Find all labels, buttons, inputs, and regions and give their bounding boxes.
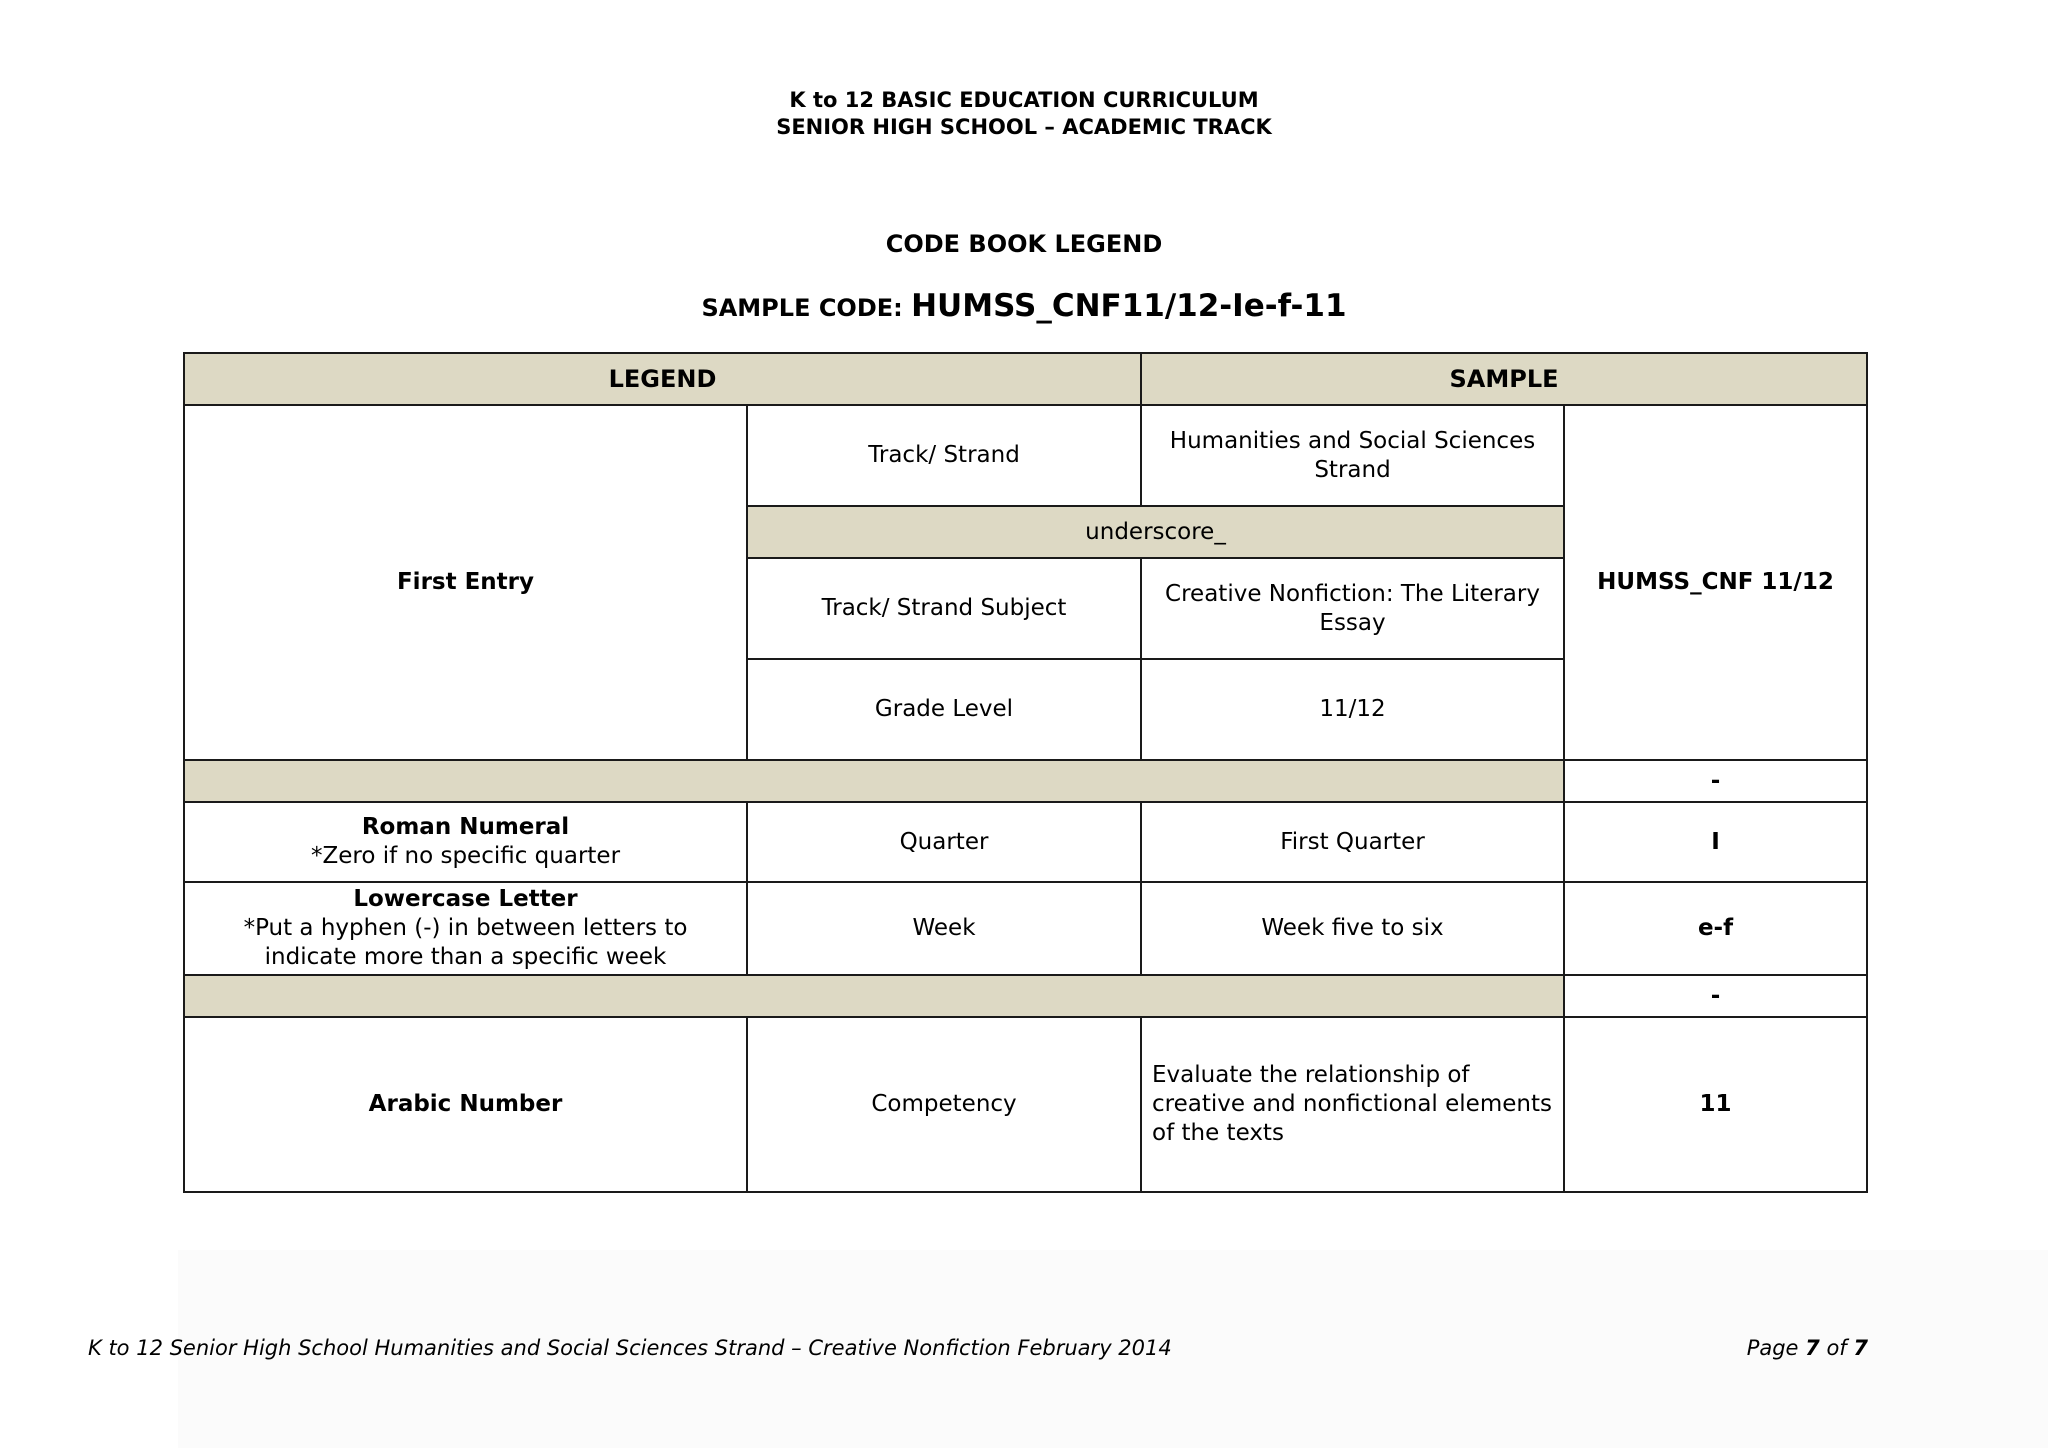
page-of: of <box>1819 1336 1854 1360</box>
arabic-number-label: Arabic Number <box>184 1017 747 1192</box>
separator-fill <box>184 975 1564 1017</box>
roman-numeral-note: *Zero if no specific quarter <box>310 843 621 869</box>
page-total: 7 <box>1853 1336 1868 1360</box>
grade-level-value: 11/12 <box>1141 659 1564 760</box>
footer-page-number <box>1747 1336 1868 1360</box>
track-title: SENIOR HIGH SCHOOL – ACADEMIC TRACK <box>776 115 1272 139</box>
competency-label: Competency <box>747 1017 1141 1192</box>
first-entry-label: First Entry <box>184 405 747 760</box>
roman-numeral-title: Roman Numeral <box>361 814 570 840</box>
sample-code-value: HUMSS_CNF11/12-Ie-f-11 <box>911 288 1347 324</box>
dash-code: - <box>1564 760 1867 802</box>
competency-code: 11 <box>1564 1017 1867 1192</box>
footer-document-title: K to 12 Senior High School Humanities and Social Sciences Strand – Creative Nonfiction February 2014 <box>88 1336 1172 1360</box>
roman-numeral-cell <box>184 802 747 882</box>
first-entry-code: HUMSS_CNF 11/12 <box>1564 405 1867 760</box>
dash-code: - <box>1564 975 1867 1017</box>
sample-code-line <box>0 288 2048 324</box>
separator-row <box>184 975 1867 1017</box>
table-row <box>184 802 1867 882</box>
competency-value: Evaluate the relationship of creative and nonfictional elements of the texts <box>1141 1017 1564 1192</box>
track-strand-value: Humanities and Social Sciences Strand <box>1141 405 1564 506</box>
subject-value: Creative Nonfiction: The Literary Essay <box>1141 558 1564 659</box>
separator-fill <box>184 760 1564 802</box>
sample-code-label: SAMPLE CODE: <box>701 294 912 322</box>
curriculum-title: K to 12 BASIC EDUCATION CURRICULUM <box>789 88 1259 112</box>
separator-row <box>184 760 1867 802</box>
week-code: e-f <box>1564 882 1867 975</box>
lowercase-letter-cell <box>184 882 747 975</box>
track-strand-label: Track/ Strand <box>747 405 1141 506</box>
legend-header: LEGEND <box>184 353 1141 405</box>
quarter-code: I <box>1564 802 1867 882</box>
sample-header: SAMPLE <box>1141 353 1867 405</box>
subject-label: Track/ Strand Subject <box>747 558 1141 659</box>
table-row <box>184 1017 1867 1192</box>
quarter-value: First Quarter <box>1141 802 1564 882</box>
page-current: 7 <box>1805 1336 1820 1360</box>
underscore-label: underscore_ <box>747 506 1564 558</box>
lowercase-letter-title: Lowercase Letter <box>353 886 578 912</box>
table-row <box>184 405 1867 506</box>
lowercase-letter-note: *Put a hyphen (-) in between letters to indicate more than a specific week <box>243 915 688 970</box>
table-header-row <box>184 353 1867 405</box>
quarter-label: Quarter <box>747 802 1141 882</box>
grade-level-label: Grade Level <box>747 659 1141 760</box>
table-row <box>184 882 1867 975</box>
codebook-title: CODE BOOK LEGEND <box>885 230 1163 258</box>
week-value: Week five to six <box>1141 882 1564 975</box>
week-label: Week <box>747 882 1141 975</box>
code-legend-table <box>183 352 1868 1193</box>
page-prefix: Page <box>1746 1336 1806 1360</box>
